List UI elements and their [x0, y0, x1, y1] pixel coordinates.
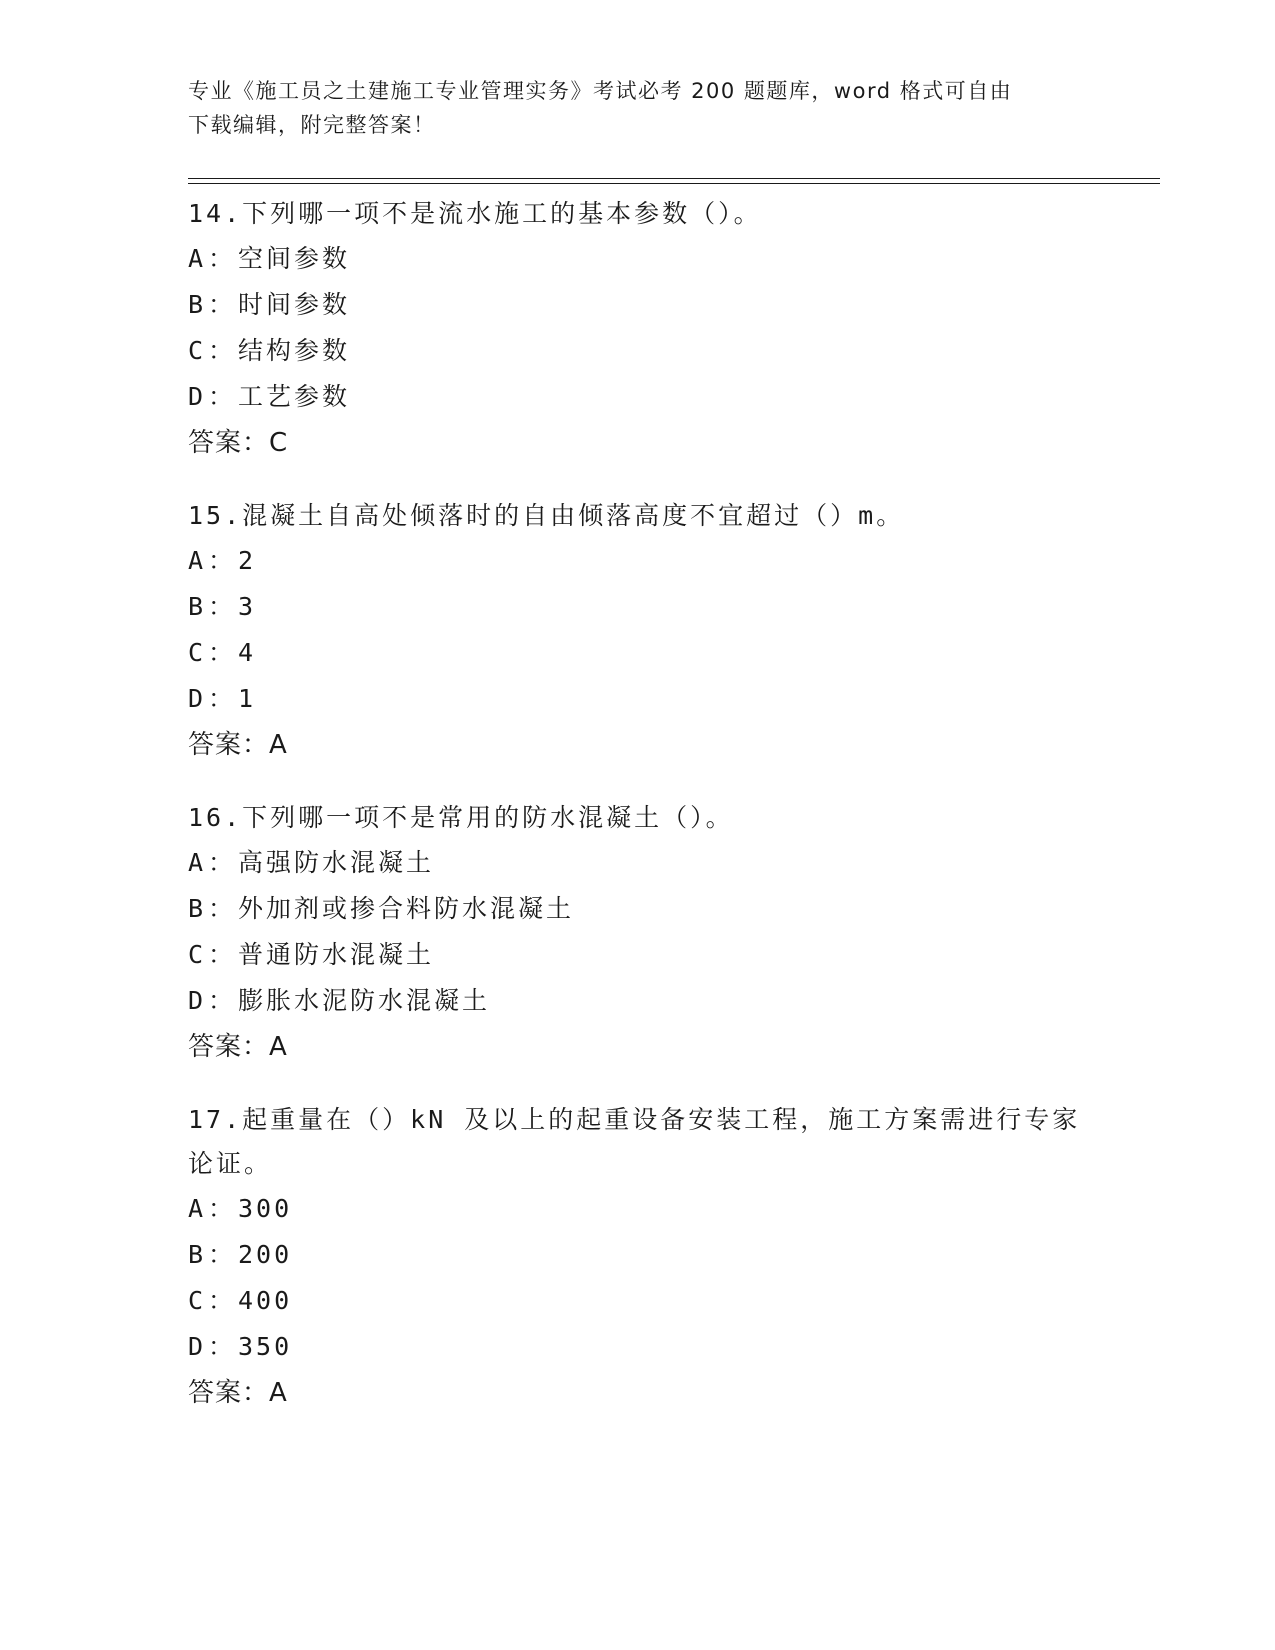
option-b: [188, 584, 1088, 630]
option-separator: ：: [208, 638, 237, 667]
option-separator: ：: [208, 336, 237, 365]
option-letter: B: [188, 290, 207, 319]
question-stem-line: 15.混凝土自高处倾落时的自由倾落高度不宜超过（）m。: [188, 501, 905, 530]
option-separator: ：: [208, 244, 237, 273]
option-separator: ：: [208, 290, 237, 319]
option-text: 400: [238, 1286, 293, 1315]
question-stem: [188, 796, 1088, 840]
option-letter: D: [188, 684, 207, 713]
header-line-1: 专业《施工员之土建施工专业管理实务》考试必考 200 题题库，word 格式可自由: [188, 79, 1013, 103]
question-3: [188, 1098, 1088, 1416]
option-letter: A: [188, 244, 207, 273]
option-letter: C: [188, 940, 207, 969]
option-d: [188, 676, 1088, 722]
option-text: 200: [238, 1240, 293, 1269]
option-letter: C: [188, 638, 207, 667]
option-text: 3: [238, 592, 257, 621]
option-b: [188, 886, 1088, 932]
option-text: 300: [238, 1194, 293, 1223]
option-text: 结构参数: [238, 336, 351, 365]
question-0: [188, 192, 1088, 466]
option-b: [188, 282, 1088, 328]
question-list: [188, 192, 1088, 1444]
question-stem-line: 17.起重量在（）kN 及以上的起重设备安装工程，施工方案需进行专家: [188, 1105, 1081, 1134]
option-text: 空间参数: [238, 244, 351, 273]
option-letter: C: [188, 1286, 207, 1315]
question-stem-line: 论证。: [188, 1149, 273, 1178]
option-c: [188, 1278, 1088, 1324]
option-text: 膨胀水泥防水混凝土: [238, 986, 491, 1015]
option-separator: ：: [208, 592, 237, 621]
option-text: 普通防水混凝土: [238, 940, 435, 969]
option-letter: B: [188, 592, 207, 621]
option-a: [188, 840, 1088, 886]
option-separator: ：: [208, 848, 237, 877]
answer-line: 答案：A: [188, 730, 288, 760]
option-letter: B: [188, 894, 207, 923]
option-d: [188, 374, 1088, 420]
option-b: [188, 1232, 1088, 1278]
option-separator: ：: [208, 684, 237, 713]
option-separator: ：: [208, 382, 237, 411]
option-separator: ：: [208, 546, 237, 575]
option-text: 350: [238, 1332, 293, 1361]
option-a: [188, 1186, 1088, 1232]
question-2: [188, 796, 1088, 1070]
option-text: 外加剂或掺合料防水混凝土: [238, 894, 575, 923]
option-c: [188, 328, 1088, 374]
question-stem: [188, 1098, 1088, 1186]
option-separator: ：: [208, 1240, 237, 1269]
option-c: [188, 932, 1088, 978]
option-letter: D: [188, 986, 207, 1015]
header-divider-top: [188, 178, 1160, 179]
option-letter: A: [188, 546, 207, 575]
option-letter: A: [188, 848, 207, 877]
option-separator: ：: [208, 894, 237, 923]
option-separator: ：: [208, 1286, 237, 1315]
option-letter: A: [188, 1194, 207, 1223]
option-text: 高强防水混凝土: [238, 848, 435, 877]
header-line-2: 下载编辑，附完整答案！: [188, 113, 436, 137]
option-c: [188, 630, 1088, 676]
option-text: 2: [238, 546, 257, 575]
option-text: 1: [238, 684, 257, 713]
option-separator: ：: [208, 986, 237, 1015]
answer-line: 答案：A: [188, 1378, 288, 1408]
option-letter: C: [188, 336, 207, 365]
question-stem: [188, 192, 1088, 236]
option-d: [188, 1324, 1088, 1370]
option-text: 工艺参数: [238, 382, 351, 411]
option-text: 4: [238, 638, 257, 667]
question-1: [188, 494, 1088, 768]
option-letter: D: [188, 1332, 207, 1361]
option-letter: D: [188, 382, 207, 411]
option-a: [188, 236, 1088, 282]
question-stem-line: 14.下列哪一项不是流水施工的基本参数（）。: [188, 199, 762, 228]
option-a: [188, 538, 1088, 584]
question-stem: [188, 494, 1088, 538]
option-d: [188, 978, 1088, 1024]
document-header: [188, 74, 1068, 142]
option-separator: ：: [208, 1194, 237, 1223]
option-separator: ：: [208, 940, 237, 969]
answer-line: 答案：A: [188, 1032, 288, 1062]
header-divider-bottom: [188, 183, 1160, 184]
option-letter: B: [188, 1240, 207, 1269]
answer-line: 答案：C: [188, 428, 289, 458]
question-stem-line: 16.下列哪一项不是常用的防水混凝土（）。: [188, 803, 734, 832]
option-text: 时间参数: [238, 290, 351, 319]
option-separator: ：: [208, 1332, 237, 1361]
